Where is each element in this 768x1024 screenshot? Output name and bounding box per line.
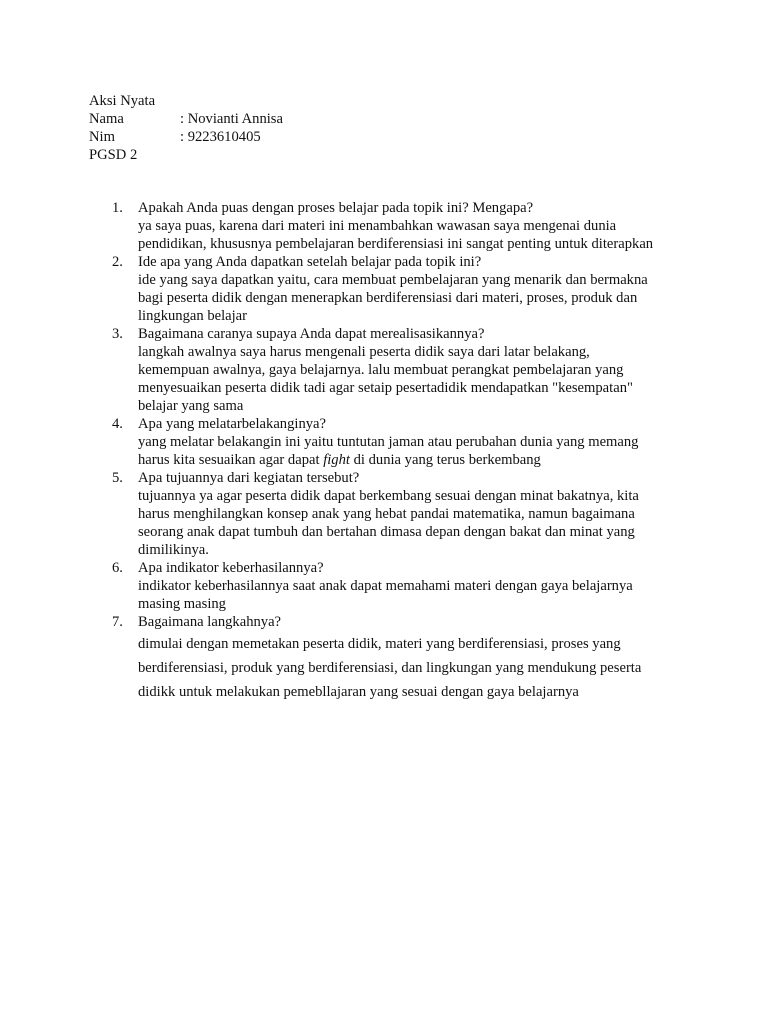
- answer-line: tujuannya ya agar peserta didik dapat berkembang sesuai dengan minat bakatnya, kita: [138, 488, 639, 504]
- question-text: Ide apa yang Anda dapatkan setelah belajar pada topik ini?: [138, 254, 482, 270]
- answer-line: menyesuaikan peserta didik tadi agar setaip pesertadidik mendapatkan "kesempatan": [138, 380, 633, 396]
- question-number: 7.: [112, 614, 123, 630]
- answer-line: berdiferensiasi, produk yang berdiferensiasi, dan lingkungan yang mendukung peserta: [138, 660, 642, 676]
- question-text: Apa indikator keberhasilannya?: [138, 560, 324, 576]
- answer-line: lingkungan belajar: [138, 308, 248, 324]
- question-item-2: [112, 253, 678, 325]
- name-row: [89, 110, 283, 128]
- document-title: Aksi Nyata: [89, 93, 156, 109]
- question-number: 4.: [112, 416, 123, 432]
- answer-line: dimulai dengan memetakan peserta didik, materi yang berdiferensiasi, proses yang: [138, 636, 621, 652]
- answer-line: langkah awalnya saya harus mengenali peserta didik saya dari latar belakang,: [138, 344, 590, 360]
- question-item-1: [112, 199, 678, 253]
- name-value: : Novianti Annisa: [180, 111, 283, 127]
- answer-line: [138, 451, 678, 469]
- question-text: Bagaimana langkahnya?: [138, 614, 282, 630]
- question-number: 1.: [112, 200, 123, 216]
- answer-fragment: harus kita sesuaikan agar dapat: [138, 452, 324, 468]
- answer-line: kemempuan awalnya, gaya belajarnya. lalu membuat perangkat pembelajaran yang: [138, 362, 624, 378]
- question-number: 2.: [112, 254, 123, 270]
- answer-fragment: di dunia yang terus berkembang: [349, 452, 541, 468]
- answer-line: ide yang saya dapatkan yaitu, cara membuat pembelajaran yang menarik dan bermakna: [138, 272, 648, 288]
- question-text: Apakah Anda puas dengan proses belajar pada topik ini? Mengapa?: [138, 200, 534, 216]
- answer-line: ya saya puas, karena dari materi ini menambahkan wawasan saya mengenai dunia: [138, 218, 617, 234]
- answer-line: dimilikinya.: [138, 542, 209, 558]
- question-text: Bagaimana caranya supaya Anda dapat merealisasikannya?: [138, 326, 485, 342]
- question-text: Apa yang melatarbelakanginya?: [138, 416, 327, 432]
- answer-line: seorang anak dapat tumbuh dan bertahan dimasa depan dengan bakat dan minat yang: [138, 524, 635, 540]
- class-label: PGSD 2: [89, 147, 138, 163]
- nim-value: : 9223610405: [180, 129, 261, 145]
- answer-emphasis: fight: [323, 452, 350, 468]
- question-text: Apa tujuannya dari kegiatan tersebut?: [138, 470, 360, 486]
- question-number: 6.: [112, 560, 123, 576]
- question-item-7: [112, 613, 678, 703]
- answer-line: yang melatar belakangin ini yaitu tuntutan jaman atau perubahan dunia yang memang: [138, 434, 639, 450]
- question-item-3: [112, 325, 678, 415]
- answer-line: belajar yang sama: [138, 398, 244, 414]
- question-number: 3.: [112, 326, 123, 342]
- nim-row: [89, 128, 283, 146]
- answer-line: harus menghilangkan konsep anak yang hebat pandai matematika, namun bagaimana: [138, 506, 635, 522]
- name-label: Nama: [89, 111, 124, 127]
- nim-label: Nim: [89, 129, 115, 145]
- answer-line: bagi peserta didik dengan menerapkan berdiferensiasi dari materi, proses, produk dan: [138, 290, 638, 306]
- answer-line: masing masing: [138, 596, 226, 612]
- answer-line: indikator keberhasilannya saat anak dapat memahami materi dengan gaya belajarnya: [138, 578, 633, 594]
- document-header: [89, 92, 283, 164]
- question-list: [112, 199, 678, 703]
- answer-line: pendidikan, khususnya pembelajaran berdiferensiasi ini sangat penting untuk diterapkan: [138, 236, 654, 252]
- question-item-4: [112, 415, 678, 469]
- question-item-5: [112, 469, 678, 559]
- answer-line: didikk untuk melakukan pemebllajaran yang sesuai dengan gaya belajarnya: [138, 684, 579, 700]
- question-item-6: [112, 559, 678, 613]
- question-number: 5.: [112, 470, 123, 486]
